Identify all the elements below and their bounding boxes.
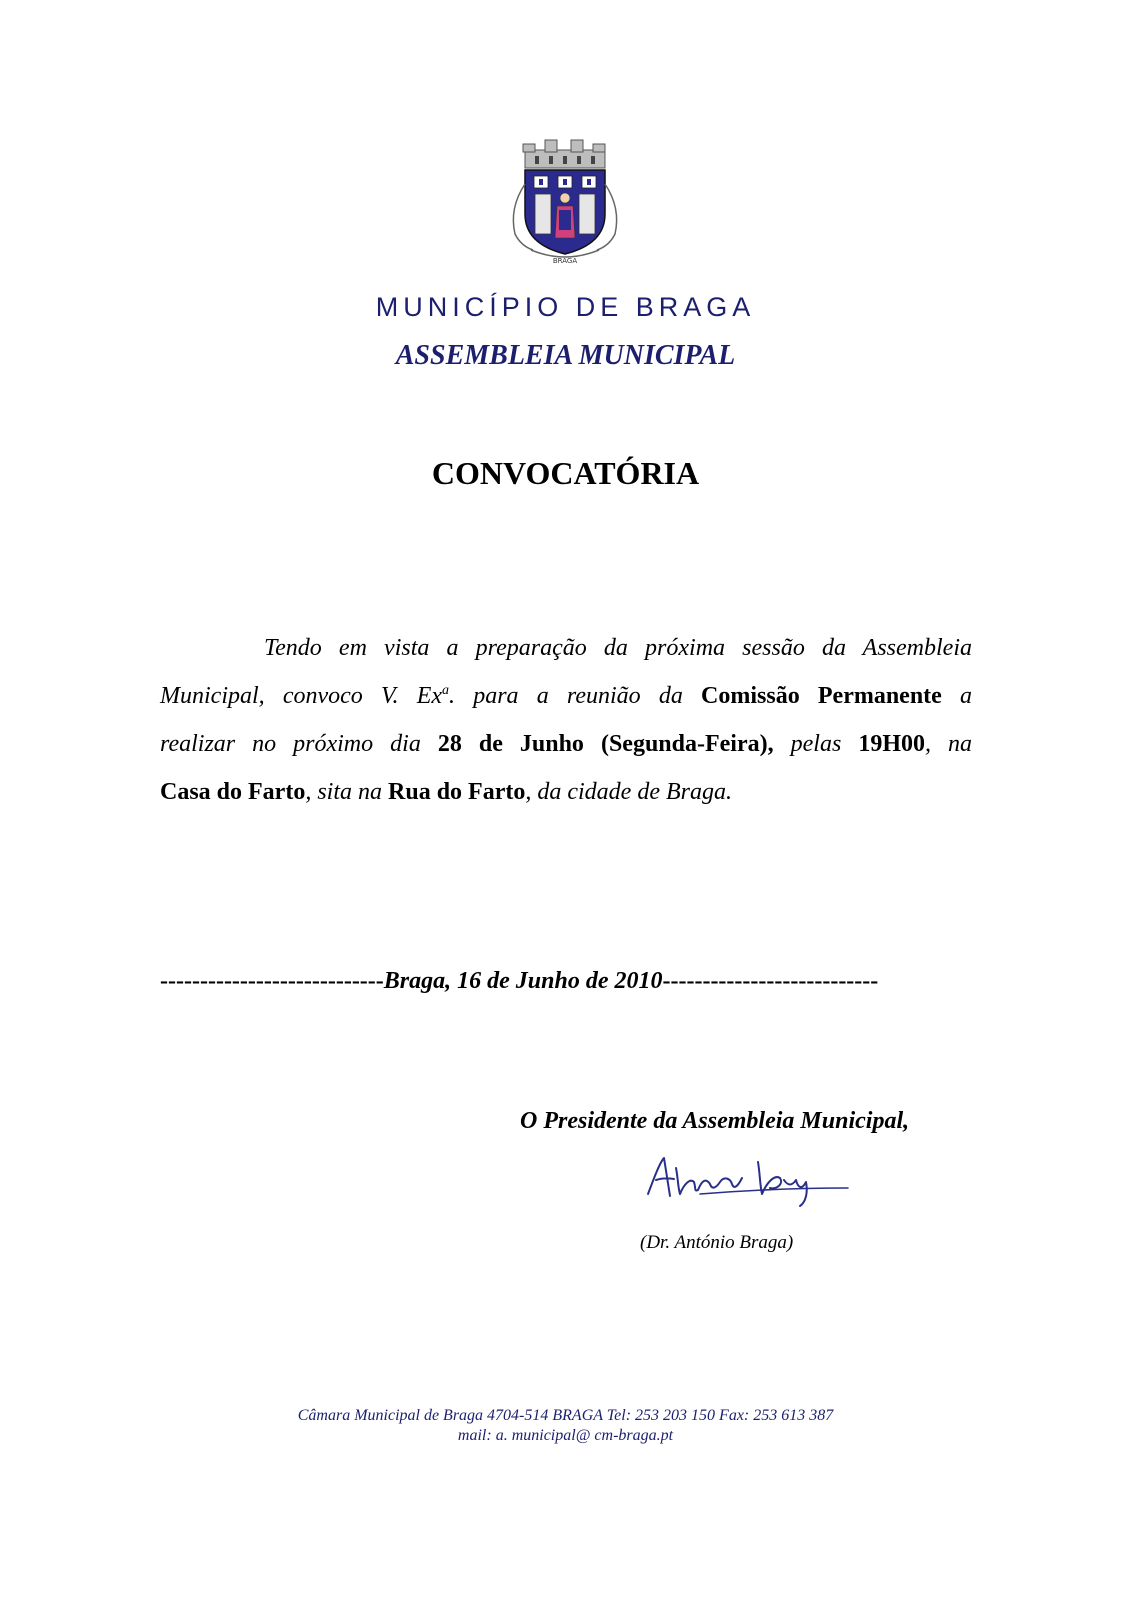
document-date: Braga, 16 de Junho de 2010 (383, 968, 663, 994)
paragraph-line-1 (160, 624, 972, 672)
paragraph-text: Municipal, convoco V. Ex (160, 683, 443, 709)
footer-email-line: mail: a. municipal@ cm-braga.pt (457, 1427, 674, 1444)
footer-address-line: Câmara Municipal de Braga 4704-514 BRAGA Tel: 253 203 150 Fax: 253 613 387 (297, 1407, 834, 1424)
paragraph-text: , na (924, 731, 973, 757)
committee-name: Comissão Permanente (701, 683, 942, 709)
svg-text:BRAGA: BRAGA (552, 257, 578, 265)
signatory-name: (Dr. António Braga) (640, 1232, 794, 1253)
dateline (160, 968, 878, 995)
paragraph-text: Tendo em vista a preparação da próxima sessão da Assembleia (264, 635, 972, 661)
handwritten-signature (640, 1148, 855, 1208)
paragraph-text: , da cidade de Braga. (525, 779, 732, 805)
paragraph-text: realizar no próximo dia (160, 731, 438, 757)
convocation-paragraph (160, 624, 972, 816)
meeting-street: Rua do Farto (388, 779, 526, 805)
meeting-time: 19H00 (858, 731, 925, 757)
paragraph-text: a (941, 683, 973, 709)
paragraph-text: , sita na (305, 779, 389, 805)
meeting-venue: Casa do Farto (160, 779, 306, 805)
municipality-heading: MUNICÍPIO DE BRAGA (375, 292, 756, 322)
dateline-right-dashes: --------------------------- (662, 968, 879, 994)
signatory-role: O Presidente da Assembleia Municipal, (520, 1108, 910, 1134)
dateline-left-dashes: ---------------------------- (160, 968, 384, 994)
footer-contact (0, 1406, 1131, 1446)
paragraph-line-4 (160, 768, 972, 816)
paragraph-text: . para a reunião da (449, 683, 702, 709)
paragraph-text: pelas (773, 731, 859, 757)
paragraph-line-2 (160, 672, 972, 720)
assembly-heading: ASSEMBLEIA MUNICIPAL (395, 340, 736, 371)
braga-coat-of-arms-logo (505, 138, 625, 266)
superscript-text: a (442, 683, 450, 698)
paragraph-line-3 (160, 720, 972, 768)
meeting-date: 28 de Junho (Segunda-Feira), (437, 731, 774, 757)
document-title: CONVOCATÓRIA (431, 455, 700, 491)
